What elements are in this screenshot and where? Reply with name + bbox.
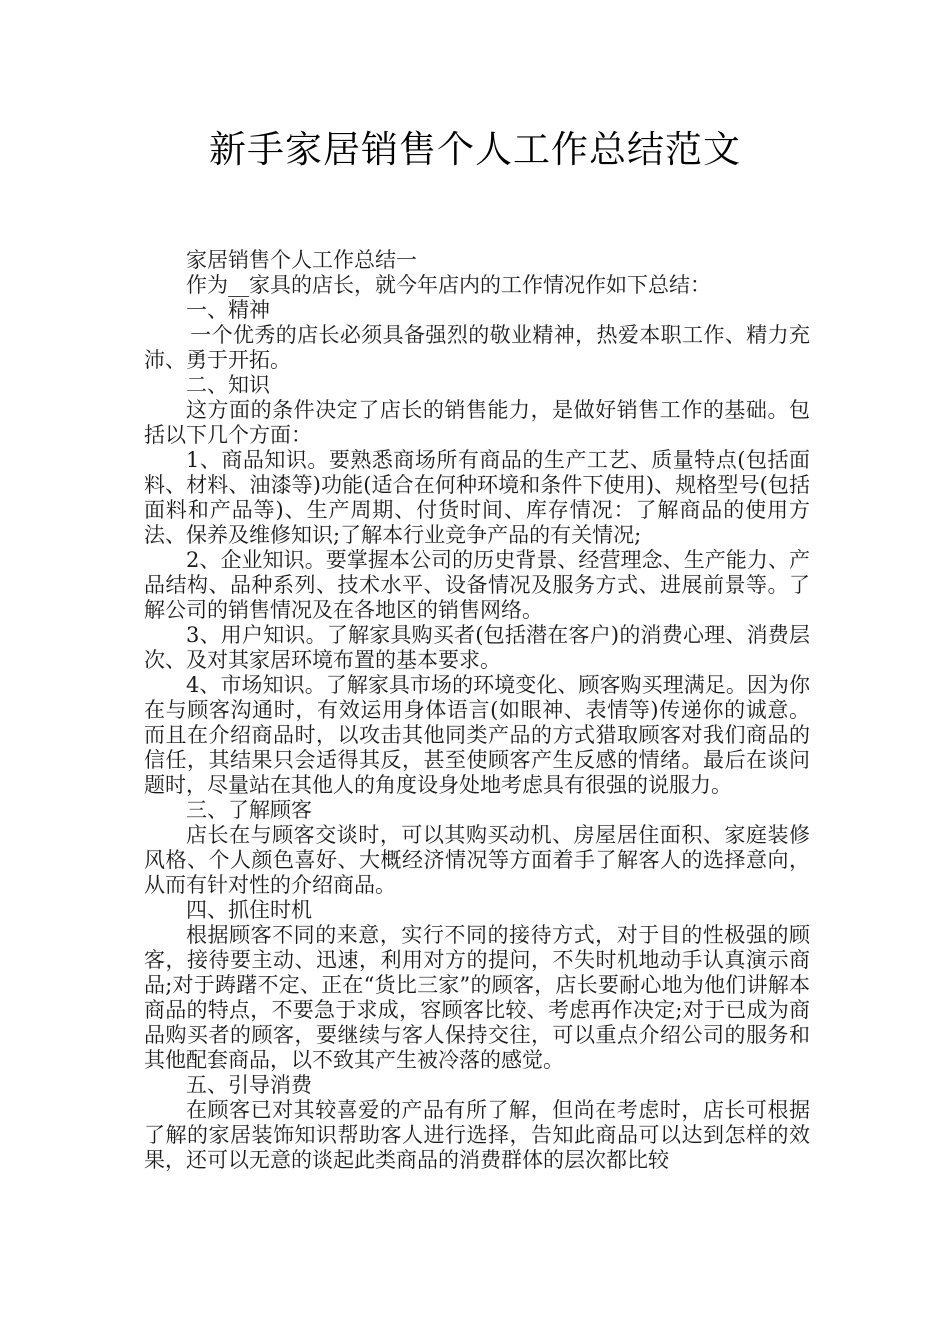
section-heading-spirit: 一、精神 [186,298,270,322]
paragraph-timing: 根据顾客不同的来意，实行不同的接待方式，对于目的性极强的顾客，接待要主动、迅速，利用对方的提问，不失时机地动手认真演示商品;对于踌躇不定、正在“货比三家”的顾客，店长要耐心地为他们讲解本商品的特点，不要急于求成，容顾客比较、考虑再作决定;对于已成为商品购买者的顾客，要继续与客人保持交往，可以重点介绍公司的服务和其他配套商品，以不致其产生被冷落的感觉。 [144,923,810,1072]
document-title: 新手家居销售个人工作总结范文 [209,128,741,171]
paragraph-company-knowledge: 2、企业知识。要掌握本公司的历史背景、经营理念、生产能力、产品结构、品种系列、技术水平、设备情况及服务方式、进展前景等。了解公司的销售情况及在各地区的销售网络。 [144,548,810,622]
paragraph-customers: 店长在与顾客交谈时，可以其购买动机、房屋居住面积、家庭装修风格、个人颜色喜好、大概经济情况等方面着手了解客人的选择意向，从而有针对性的介绍商品。 [144,823,810,897]
section-heading-timing: 四、抓住时机 [186,898,312,922]
section-subtitle: 家居销售个人工作总结一 [186,248,417,272]
paragraph-spirit: 一个优秀的店长必须具备强烈的敬业精神，热爱本职工作、精力充沛、勇于开拓。 [144,323,810,372]
section-heading-customers: 三、了解顾客 [186,798,312,822]
section-heading-guidance: 五、引导消费 [186,1073,312,1097]
paragraph-product-knowledge: 1、商品知识。要熟悉商场所有商品的生产工艺、质量特点(包括面料、材料、油漆等)功能(适合在何种环境和条件下使用)、规格型号(包括面料和产品等)、生产周期、付货时间、库存情况：了解商品的使用方法、保养及维修知识;了解本行业竞争产品的有关情况; [144,448,810,547]
intro-paragraph: 作为__家具的店长，就今年店内的工作情况作如下总结： [186,273,711,297]
paragraph-market-knowledge: 4、市场知识。了解家具市场的环境变化、顾客购买理满足。因为你在与顾客沟通时，有效运用身体语言(如眼神、表情等)传递你的诚意。而且在介绍商品时，以攻击其他同类产品的方式猎取顾客对我们商品的信任，其结果只会适得其反，甚至使顾客产生反感的情绪。最后在谈问题时，尽量站在其他人的角度设身处地考虑具有很强的说服力。 [144,673,810,797]
paragraph-user-knowledge: 3、用户知识。了解家具购买者(包括潜在客户)的消费心理、消费层次、及对其家居环境布置的基本要求。 [144,623,810,672]
section-heading-knowledge: 二、知识 [186,373,270,397]
document-body [144,248,810,1173]
paragraph-knowledge: 这方面的条件决定了店长的销售能力，是做好销售工作的基础。包括以下几个方面： [144,398,810,447]
paragraph-guidance: 在顾客已对其较喜爱的产品有所了解，但尚在考虑时，店长可根据了解的家居装饰知识帮助客人进行选择，告知此商品可以达到怎样的效果，还可以无意的谈起此类商品的消费群体的层次都比较 [144,1098,810,1172]
